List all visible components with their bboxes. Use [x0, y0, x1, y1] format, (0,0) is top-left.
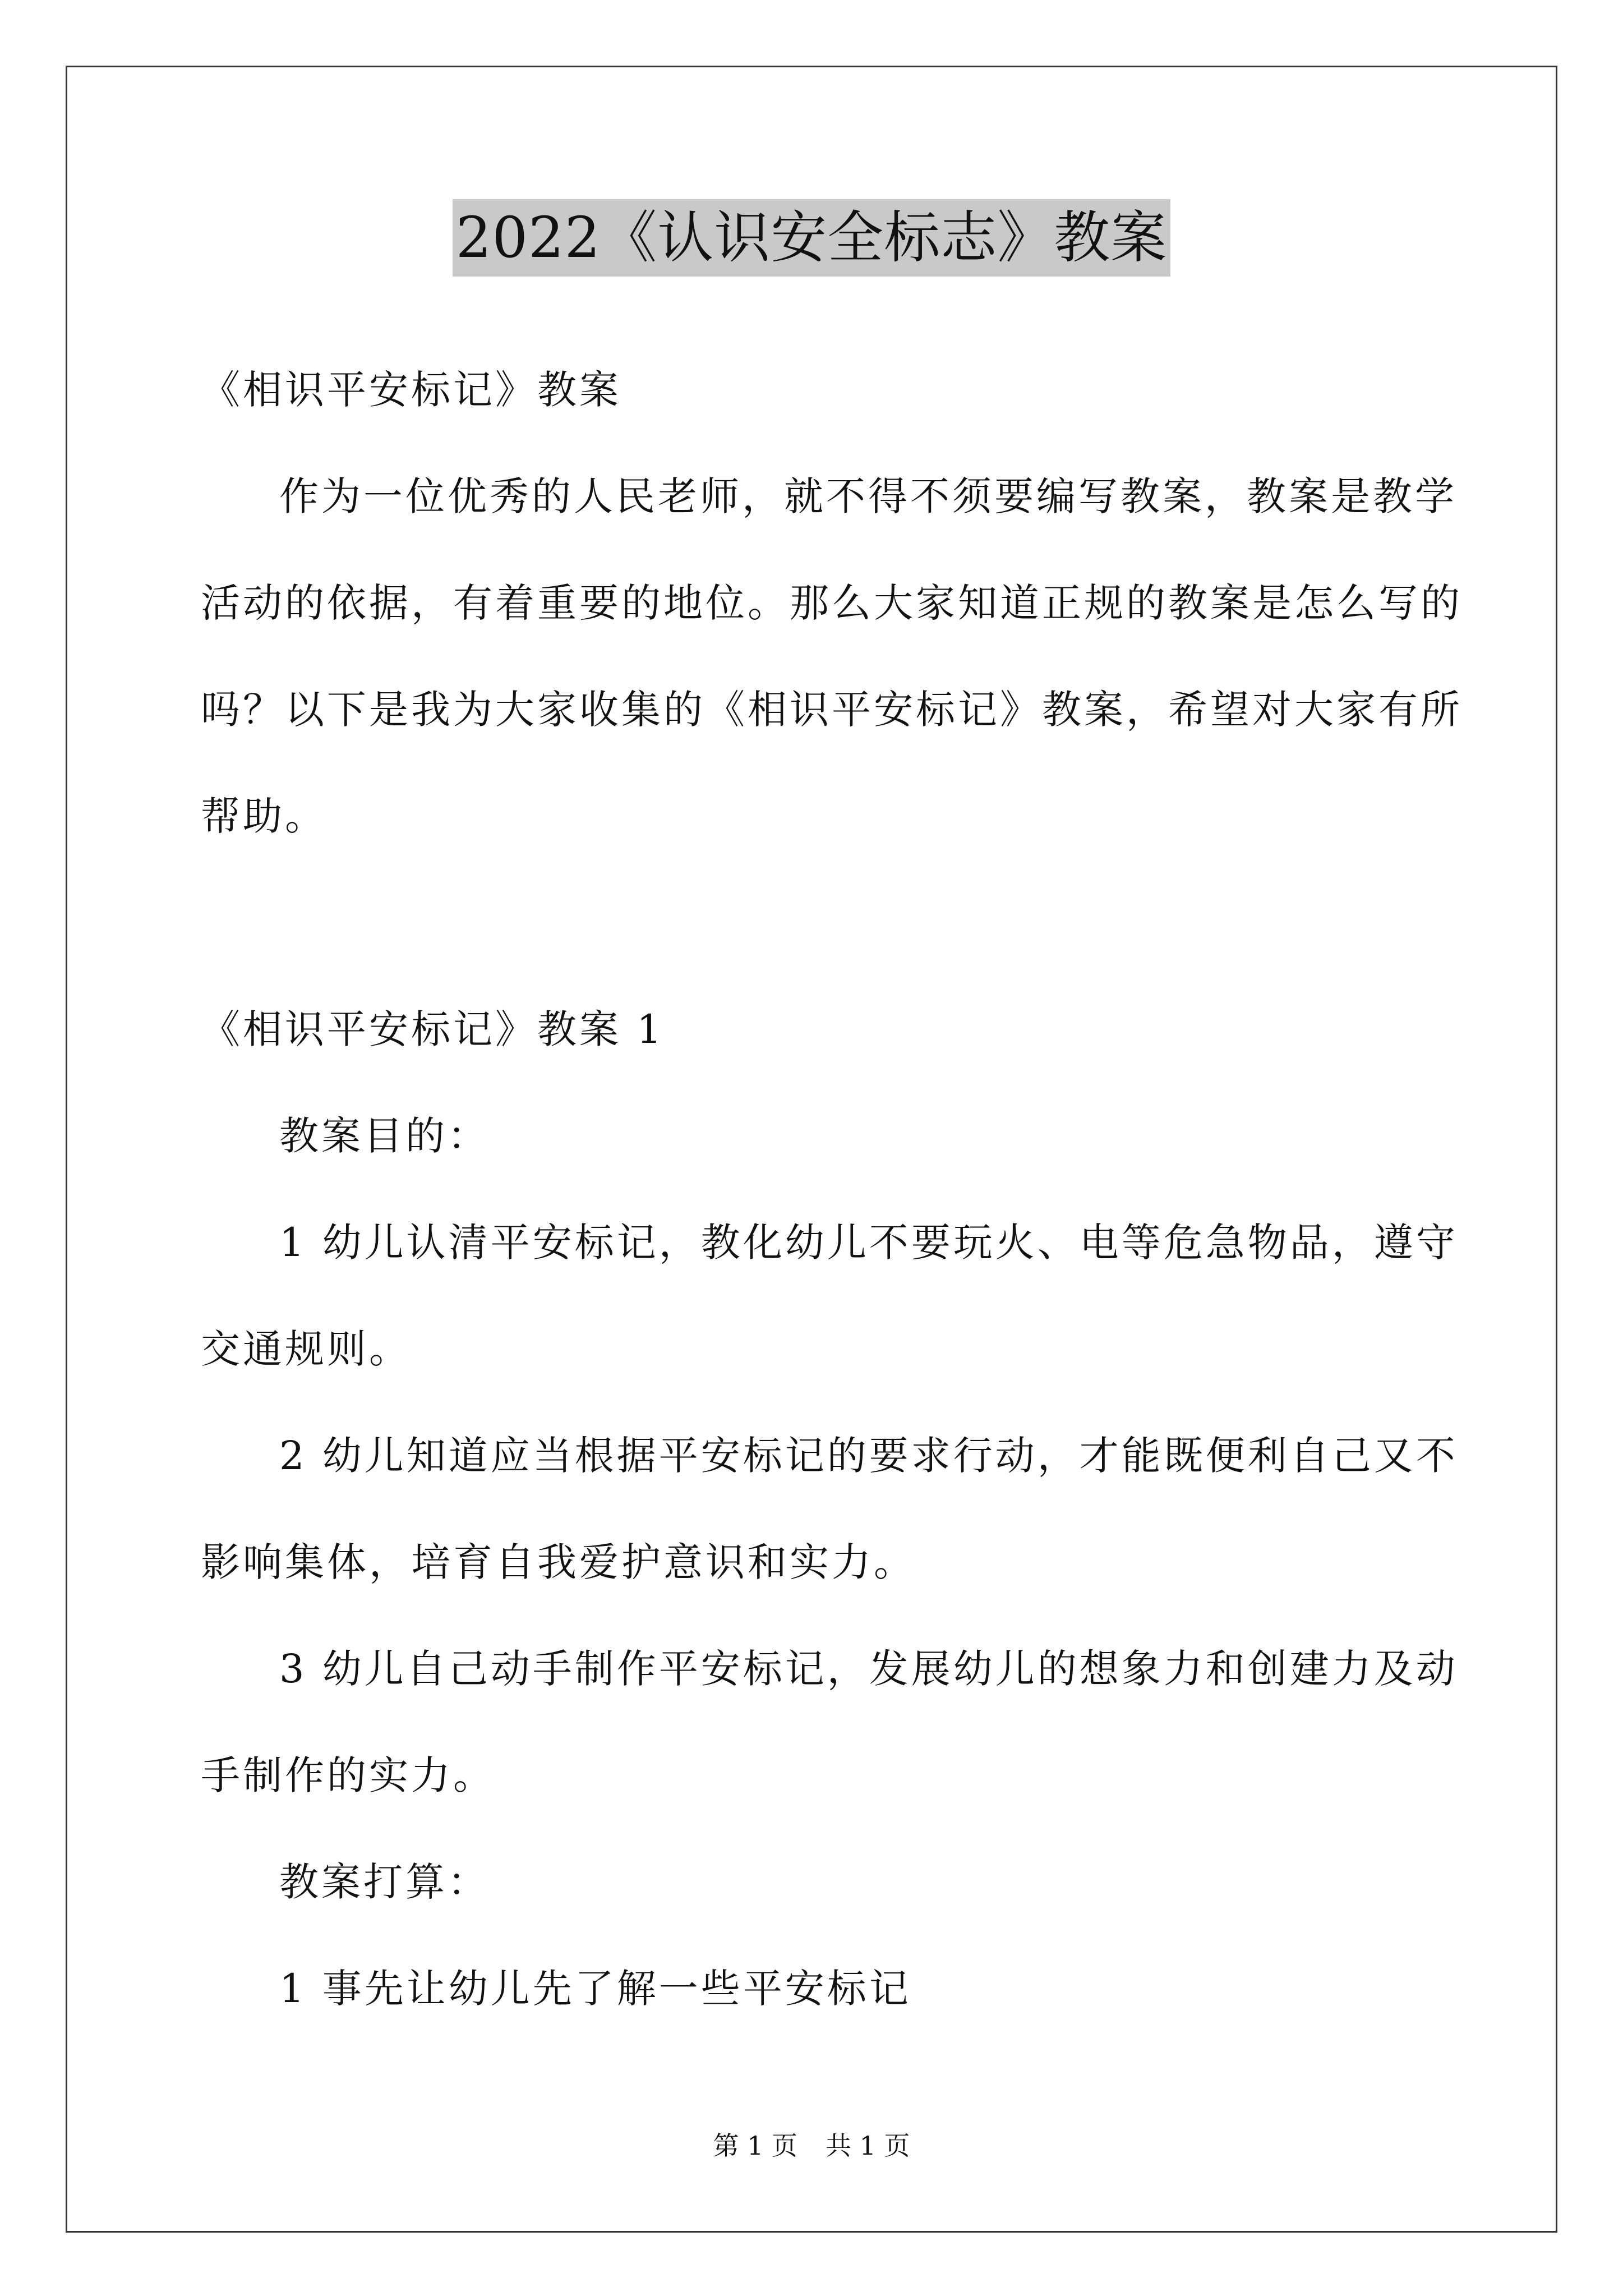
- paragraph-gap: [201, 869, 1429, 976]
- text-line: 3 幼儿自己动手制作平安标记，发展幼儿的想象力和创建力及动: [279, 1646, 1458, 1692]
- page-footer: [0, 2129, 1623, 2162]
- text-line: 作为一位优秀的人民老师，就不得不须要编写教案，教案是教学: [279, 473, 1457, 519]
- text-line: 教案打算：: [279, 1859, 490, 1905]
- text-line: 吗？以下是我为大家收集的《相识平安标记》教案，希望对大家有所: [201, 687, 1463, 733]
- document-title: 2022《认识安全标志》教案: [453, 199, 1171, 277]
- text-line: 2 幼儿知道应当根据平安标记的要求行动，才能既便利自己又不: [279, 1433, 1458, 1479]
- text-line: 《相识平安标记》教案: [201, 367, 621, 413]
- text-line: 1 事先让幼儿先了解一些平安标记: [279, 1966, 911, 2012]
- page-total: 共 1 页: [826, 2131, 910, 2161]
- document-body: [201, 337, 1463, 2042]
- text-line: 交通规则。: [201, 1326, 411, 1372]
- section-heading: 《相识平安标记》教案 1: [201, 1006, 665, 1052]
- title-container: [0, 199, 1623, 277]
- text-line: 教案目的：: [279, 1113, 490, 1159]
- text-line: 影响集体，培育自我爱护意识和实力。: [201, 1539, 916, 1585]
- text-line: 手制作的实力。: [201, 1752, 495, 1798]
- text-line: 帮助。: [201, 793, 327, 839]
- page-number: 第 1 页: [713, 2131, 797, 2161]
- text-line: 活动的依据，有着重要的地位。那么大家知道正规的教案是怎么写的: [201, 580, 1463, 626]
- text-line: 1 幼儿认清平安标记，教化幼儿不要玩火、电等危急物品，遵守: [279, 1220, 1458, 1266]
